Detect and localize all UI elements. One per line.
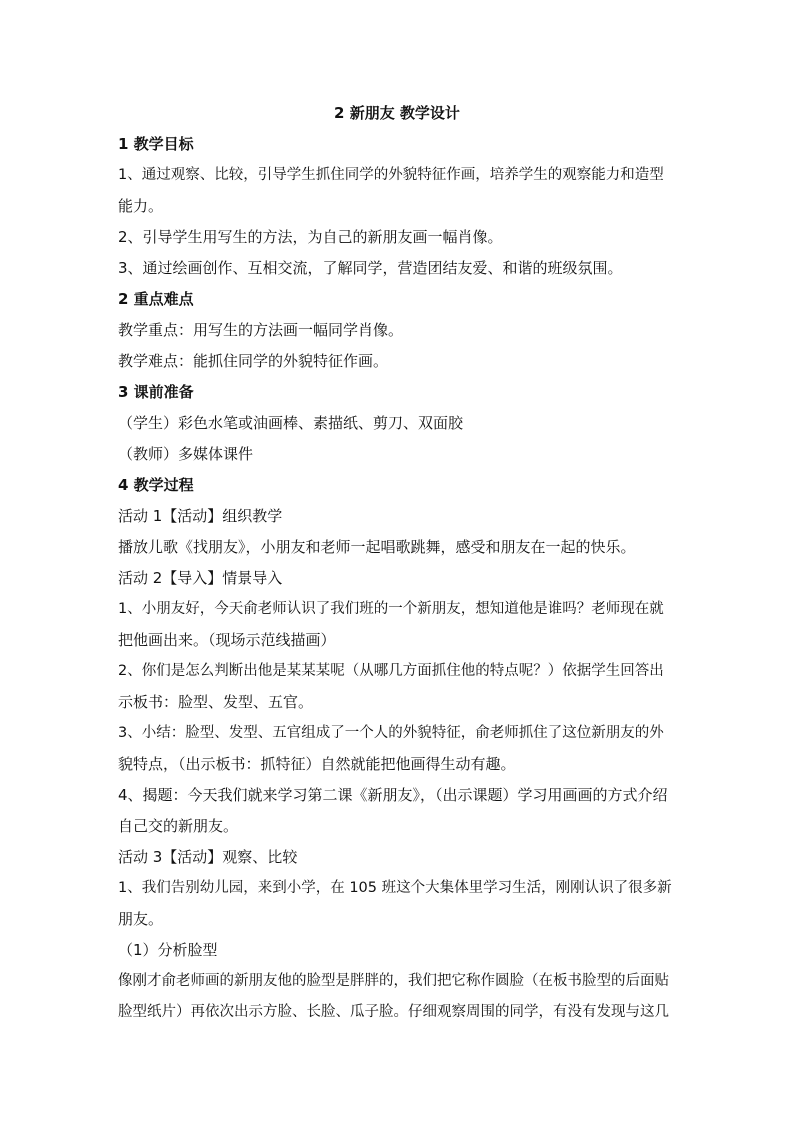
- paragraph-line: 4、揭题：今天我们就来学习第二课《新朋友》，（出示课题）学习用画画的方式介绍: [118, 786, 668, 804]
- paragraph-line: 2、引导学生用写生的方法，为自己的新朋友画一幅肖像。: [118, 228, 503, 246]
- paragraph-line: 1、通过观察、比较，引导学生抓住同学的外貌特征作画，培养学生的观察能力和造型: [118, 167, 664, 183]
- paragraph-line: 1、小朋友好，今天俞老师认识了我们班的一个新朋友，想知道他是谁吗？老师现在就: [118, 601, 664, 617]
- paragraph-line: 自己交的新朋友。: [118, 817, 239, 835]
- paragraph-line: 示板书：脸型、发型、五官。: [118, 693, 314, 711]
- paragraph-line: 教学重点：用写生的方法画一幅同学肖像。: [118, 321, 404, 339]
- paragraph-line: 貌特点，（出示板书：抓特征）自然就能把他画得生动有趣。: [118, 755, 516, 773]
- activity-heading: 活动 3【活动】观察、比较: [118, 848, 298, 866]
- section-heading-preparation: 3 课前准备: [118, 383, 194, 401]
- paragraph-line: （学生）彩色水笔或油画棒、素描纸、剪刀、双面胶: [118, 414, 464, 432]
- section-heading-objectives: 1 教学目标: [118, 135, 194, 153]
- paragraph-line: 把他画出来。（现场示范线描画）: [118, 631, 336, 649]
- paragraph-line: 教学难点：能抓住同学的外貌特征作画。: [118, 352, 389, 370]
- activity-heading: 活动 2【导入】情景导入: [118, 569, 283, 587]
- paragraph-line: 2、你们是怎么判断出他是某某某呢（从哪几方面抓住他的特点呢？）依据学生回答出: [118, 663, 664, 679]
- activity-heading: 活动 1【活动】组织教学: [118, 507, 283, 525]
- paragraph-line: 像刚才俞老师画的新朋友他的脸型是胖胖的，我们把它称作圆脸（在板书脸型的后面贴: [118, 973, 669, 989]
- paragraph-line: 脸型纸片）再依次出示方脸、长脸、瓜子脸。仔细观察周围的同学，有没有发现与这几: [118, 1004, 669, 1020]
- section-heading-process: 4 教学过程: [118, 476, 194, 494]
- paragraph-line: 3、小结：脸型、发型、五官组成了一个人的外貌特征，俞老师抓住了这位新朋友的外: [118, 725, 664, 741]
- paragraph-line: （教师）多媒体课件: [118, 445, 254, 463]
- paragraph-line: （1）分析脸型: [118, 941, 218, 959]
- paragraph-line: 朋友。: [118, 910, 164, 928]
- section-heading-key-points: 2 重点难点: [118, 290, 194, 308]
- document-title: 2 新朋友 教学设计: [334, 104, 460, 122]
- paragraph-line: 3、通过绘画创作、互相交流，了解同学，营造团结友爱、和谐的班级氛围。: [118, 259, 623, 277]
- paragraph-line: 播放儿歌《找朋友》，小朋友和老师一起唱歌跳舞，感受和朋友在一起的快乐。: [118, 538, 636, 556]
- paragraph-line: 1、我们告别幼儿园，来到小学，在 105 班这个大集体里学习生活，刚刚认识了很多新: [118, 880, 672, 896]
- paragraph-line: 能力。: [118, 197, 164, 215]
